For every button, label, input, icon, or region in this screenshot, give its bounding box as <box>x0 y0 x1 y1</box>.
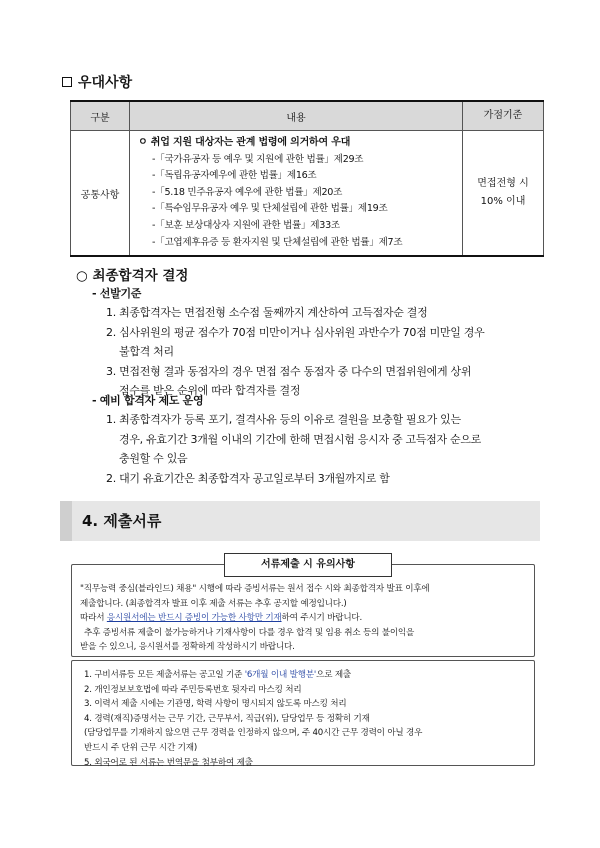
law-item: -「국가유공자 등 예우 및 지원에 관한 법률」제29조 <box>152 153 364 165</box>
notice-text <box>80 582 528 655</box>
preference-heading <box>62 72 132 92</box>
list-item: 2. 심사위원의 평균 점수가 70점 미만이거나 심사위원 과반수가 70점 미만일 경우 <box>106 325 485 339</box>
list-item: 2. 대기 유효기간은 최종합격자 공고일로부터 3개월까지로 함 <box>106 471 390 485</box>
criteria-line: 면접전형 시 <box>477 178 529 190</box>
section-title: 4. 제출서류 <box>82 512 162 530</box>
section-bar-accent <box>60 501 72 541</box>
criteria-line: 10% 이내 <box>480 196 526 208</box>
selection-list <box>106 303 546 401</box>
notice-emphasis: 응시원서에는 반드시 증빙이 가능한 사항만 기재 <box>106 613 282 624</box>
list-item: 1. 최종합격자가 등록 포기, 결격사유 등의 이유로 결원을 보충할 필요가 있는 <box>106 413 461 426</box>
list-item-cont: 반드시 주 단위 근무 시간 기재) <box>84 742 198 753</box>
law-item: -「특수임무유공자 예우 및 단체설립에 관한 법률」제19조 <box>152 203 388 215</box>
reserve-list <box>106 410 556 488</box>
list-item: 5. 외국어로 된 서류는 번역문을 첨부하여 제출 <box>84 757 253 768</box>
law-item: -「독립유공자예우에 관한 법률」제16조 <box>152 170 317 182</box>
requirement-emphasis: '6개월 이내 발행분' <box>244 670 317 680</box>
preference-heading-text: 우대사항 <box>78 75 133 91</box>
notice-line: 제출합니다. (최종합격자 발표 이후 제출 서류는 추후 공지할 예정입니다.) <box>80 598 347 609</box>
notice-line: 추후 증빙서류 제출이 불가능하거나 기재사항이 다를 경우 합격 및 임용 취소 등의 불이익을 <box>84 627 415 638</box>
notice-title: 서류제출 시 유의사항 <box>224 553 392 577</box>
reserve-heading: - 예비 합격자 제도 운영 <box>92 394 204 407</box>
row-content <box>130 131 463 257</box>
list-item-cont: (담당업무를 기재하지 않으면 근무 경력을 인정하지 않으며, 주 40시간 근무 경력이 아닐 경우 <box>84 728 423 739</box>
list-item: 2. 개인정보보호법에 따라 주민등록번호 뒷자리 마스킹 처리 <box>84 684 302 695</box>
notice-line: 받을 수 있으니, 응시원서를 정확하게 작성하시기 바랍니다. <box>80 642 295 653</box>
square-bullet-icon <box>62 77 72 87</box>
content-main-item: ㅇ 취업 지원 대상자는 관계 법령에 의거하여 우대 <box>138 137 351 148</box>
table-header-content: 내용 <box>130 101 463 131</box>
list-item: 4. 경력(재직)증명서는 근무 기간, 근무부서, 직급(위), 담당업무 등 정확히 기재 <box>84 713 370 724</box>
list-item: 3. 면접전형 결과 동점자의 경우 면접 점수 동점자 중 다수의 면접위원에게 상위 <box>106 364 472 378</box>
table-header-row <box>71 101 544 131</box>
law-item: -「고엽제후유증 등 환자지원 및 단체설립에 관한 법률」제7조 <box>152 236 403 248</box>
preference-table <box>70 100 544 257</box>
list-item-cont: 점수를 받은 순위에 따라 합격자를 결정 <box>119 384 301 398</box>
row-category: 공통사항 <box>71 131 130 257</box>
table-row <box>71 131 544 257</box>
final-heading: ○ 최종합격자 결정 <box>76 268 189 284</box>
list-item: 1. 최종합격자는 면접전형 소수점 둘째까지 계산하여 고득점자순 결정 <box>106 306 428 319</box>
requirements-list <box>84 668 528 770</box>
list-item: 1. 구비서류등 모든 제출서류는 공고일 기준 '6개월 이내 발행분'으로 제출 <box>84 670 352 680</box>
row-criteria <box>463 131 544 257</box>
notice-line: 따라서 응시원서에는 반드시 증빙이 가능한 사항만 기재하여 주시기 바랍니다. <box>80 613 363 624</box>
list-item: 3. 이력서 제출 시에는 기관명, 학력 사항이 명시되지 않도록 마스킹 처리 <box>84 699 347 710</box>
law-item: -「보훈 보상대상자 지원에 관한 법률」제33조 <box>152 219 340 231</box>
law-item: -「5.18 민주유공자 예우에 관한 법률」제20조 <box>152 186 343 198</box>
selection-heading: - 선발기준 <box>92 287 142 300</box>
list-item-cont: 불합격 처리 <box>119 345 174 359</box>
list-item-cont: 충원할 수 있음 <box>119 452 188 466</box>
notice-line: "직무능력 중심(블라인드) 채용" 시행에 따라 증빙서류는 원서 접수 시와 최종합격자 발표 이후에 <box>80 584 430 594</box>
list-item-cont: 경우, 유효기간 3개월 이내의 기간에 한해 면접시험 응시자 중 고득점자 순으로 <box>119 432 481 446</box>
table-header-criteria: 가점기준 <box>463 101 544 131</box>
table-header-category: 구분 <box>71 101 130 131</box>
